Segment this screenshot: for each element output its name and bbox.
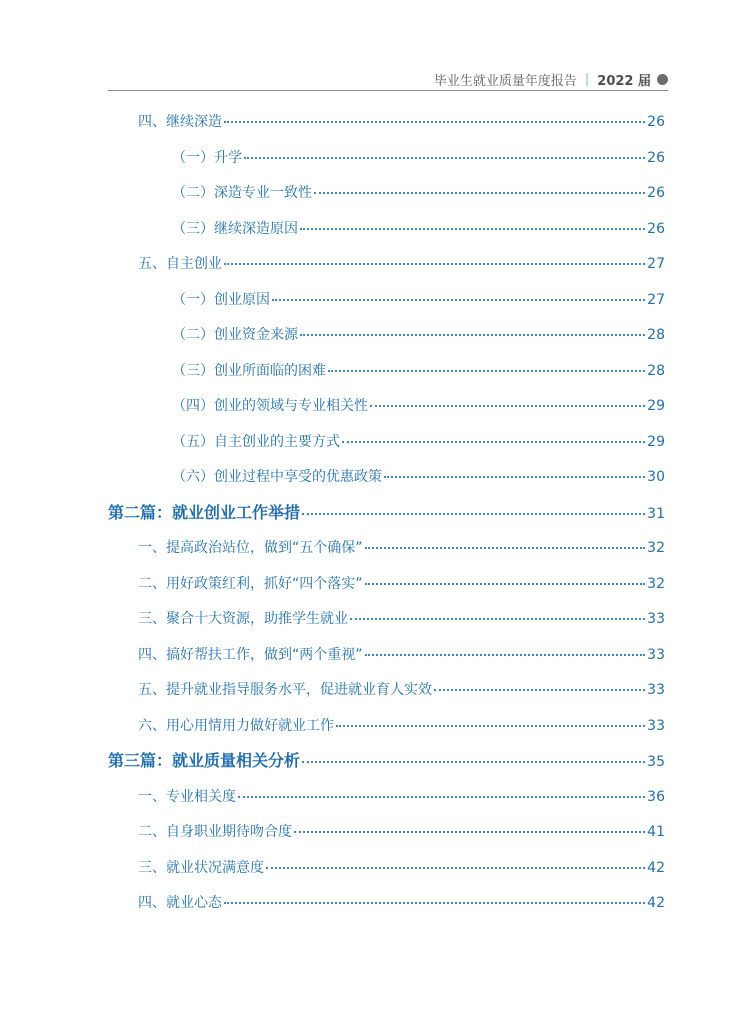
toc-page-number: 26	[647, 220, 665, 237]
dot-leader	[434, 679, 645, 691]
report-year: 2022 届	[597, 73, 651, 89]
dot-leader	[328, 360, 645, 372]
toc-page-number: 32	[647, 540, 665, 556]
toc-page-number: 26	[647, 149, 665, 166]
dot-leader	[224, 253, 645, 265]
toc-part-heading[interactable]	[108, 746, 665, 776]
toc-subsection-entry[interactable]	[172, 143, 665, 173]
toc-subsection-entry[interactable]	[172, 462, 665, 492]
toc-subsection-entry[interactable]	[172, 356, 665, 386]
toc-page-number: 27	[647, 256, 665, 272]
toc-section-entry[interactable]	[138, 640, 665, 670]
dot-leader	[294, 821, 645, 833]
toc-entry-label: 一、专业相关度	[138, 788, 236, 805]
toc-subsection-entry[interactable]	[172, 427, 665, 457]
toc-section-entry[interactable]	[138, 569, 665, 599]
toc-entry-label: 五、自主创业	[138, 256, 222, 272]
toc-entry-label: 第二篇：就业创业工作举措	[108, 502, 301, 522]
toc-page-number: 42	[647, 859, 665, 876]
toc-entry-label: 二、自身职业期待吻合度	[138, 824, 292, 840]
dot-leader	[272, 289, 645, 301]
toc-page-number: 26	[647, 114, 665, 130]
dot-leader	[244, 147, 645, 159]
toc-page-number: 26	[647, 185, 665, 201]
running-header	[108, 68, 668, 90]
toc-subsection-entry[interactable]	[172, 320, 665, 350]
toc-entry-label: （五）自主创业的主要方式	[172, 433, 340, 450]
toc-page-number: 29	[647, 398, 665, 414]
dot-leader	[300, 324, 645, 336]
report-title: 毕业生就业质量年度报告	[433, 73, 577, 89]
dot-leader	[302, 503, 645, 515]
toc-section-entry[interactable]	[138, 782, 665, 812]
toc-entry-label: （六）创业过程中享受的优惠政策	[172, 469, 382, 485]
dot-leader	[314, 182, 645, 194]
toc-entry-label: （一）创业原因	[172, 291, 270, 308]
toc-entry-label: （一）升学	[172, 149, 242, 166]
toc-subsection-entry[interactable]	[172, 285, 665, 315]
toc-page-number: 33	[647, 717, 665, 734]
toc-entry-label: （三）继续深造原因	[172, 220, 298, 237]
toc-entry-label: 一、提高政治站位，做到“五个确保”	[138, 540, 363, 556]
dot-leader	[224, 111, 645, 123]
toc-subsection-entry[interactable]	[172, 214, 665, 244]
toc-section-entry[interactable]	[138, 817, 665, 847]
dot-leader	[342, 431, 645, 443]
header-separator: |	[584, 71, 590, 87]
toc-subsection-entry[interactable]	[172, 391, 665, 421]
dot-leader	[302, 751, 645, 763]
dot-leader	[300, 218, 645, 230]
toc-part-heading[interactable]	[108, 498, 665, 528]
toc-section-entry[interactable]	[138, 107, 665, 137]
toc-page-number: 27	[647, 291, 665, 308]
dot-leader	[365, 644, 646, 656]
toc-section-entry[interactable]	[138, 711, 665, 741]
header-rule	[108, 90, 668, 91]
dot-leader	[365, 573, 646, 585]
toc-page-number: 30	[647, 469, 665, 485]
toc-entry-label: 四、就业心态	[138, 895, 222, 911]
toc-section-entry[interactable]	[138, 853, 665, 883]
toc-entry-label: 六、用心用情用力做好就业工作	[138, 717, 334, 734]
toc-entry-label: 第三篇：就业质量相关分析	[108, 751, 301, 770]
toc-page-number: 41	[647, 824, 665, 840]
dot-leader	[336, 715, 645, 727]
toc-entry-label: （三）创业所面临的困难	[172, 362, 326, 379]
toc-section-entry[interactable]	[138, 675, 665, 705]
dot-leader	[370, 395, 645, 407]
dot-leader	[238, 786, 645, 798]
toc-page-number: 32	[647, 575, 665, 592]
toc-page-number: 35	[647, 754, 665, 770]
toc-entry-label: 四、继续深造	[138, 114, 222, 130]
toc-page-number: 29	[647, 433, 665, 450]
dot-leader	[224, 892, 645, 904]
toc-section-entry[interactable]	[138, 888, 665, 918]
dot-leader	[350, 608, 645, 620]
toc-page-number: 28	[647, 327, 665, 343]
toc-entry-label: （二）创业资金来源	[172, 327, 298, 343]
toc-entry-label: 二、用好政策红利，抓好“四个落实”	[138, 575, 363, 592]
dot-leader	[365, 537, 646, 549]
dot-leader	[266, 857, 645, 869]
toc-entry-label: （四）创业的领域与专业相关性	[172, 398, 368, 414]
dot-leader	[384, 466, 645, 478]
toc-page-number: 42	[647, 895, 665, 911]
toc-page-number: 33	[647, 682, 665, 698]
header-dot-icon	[657, 74, 668, 85]
toc-section-entry[interactable]	[138, 533, 665, 563]
toc-entry-label: 五、提升就业指导服务水平，促进就业育人实效	[138, 682, 432, 698]
toc-section-entry[interactable]	[138, 249, 665, 279]
toc-entry-label: 三、聚合十大资源，助推学生就业	[138, 611, 348, 627]
toc-subsection-entry[interactable]	[172, 178, 665, 208]
toc-entry-label: 三、就业状况满意度	[138, 859, 264, 876]
toc-page-number: 28	[647, 362, 665, 379]
toc-page-number: 33	[647, 646, 665, 663]
toc-page-number: 33	[647, 611, 665, 627]
toc-entry-label: （二）深造专业一致性	[172, 185, 312, 201]
toc-page-number: 31	[647, 505, 665, 522]
toc-section-entry[interactable]	[138, 604, 665, 634]
toc-page-number: 36	[647, 788, 665, 805]
toc-entry-label: 四、搞好帮扶工作，做到“两个重视”	[138, 646, 363, 663]
